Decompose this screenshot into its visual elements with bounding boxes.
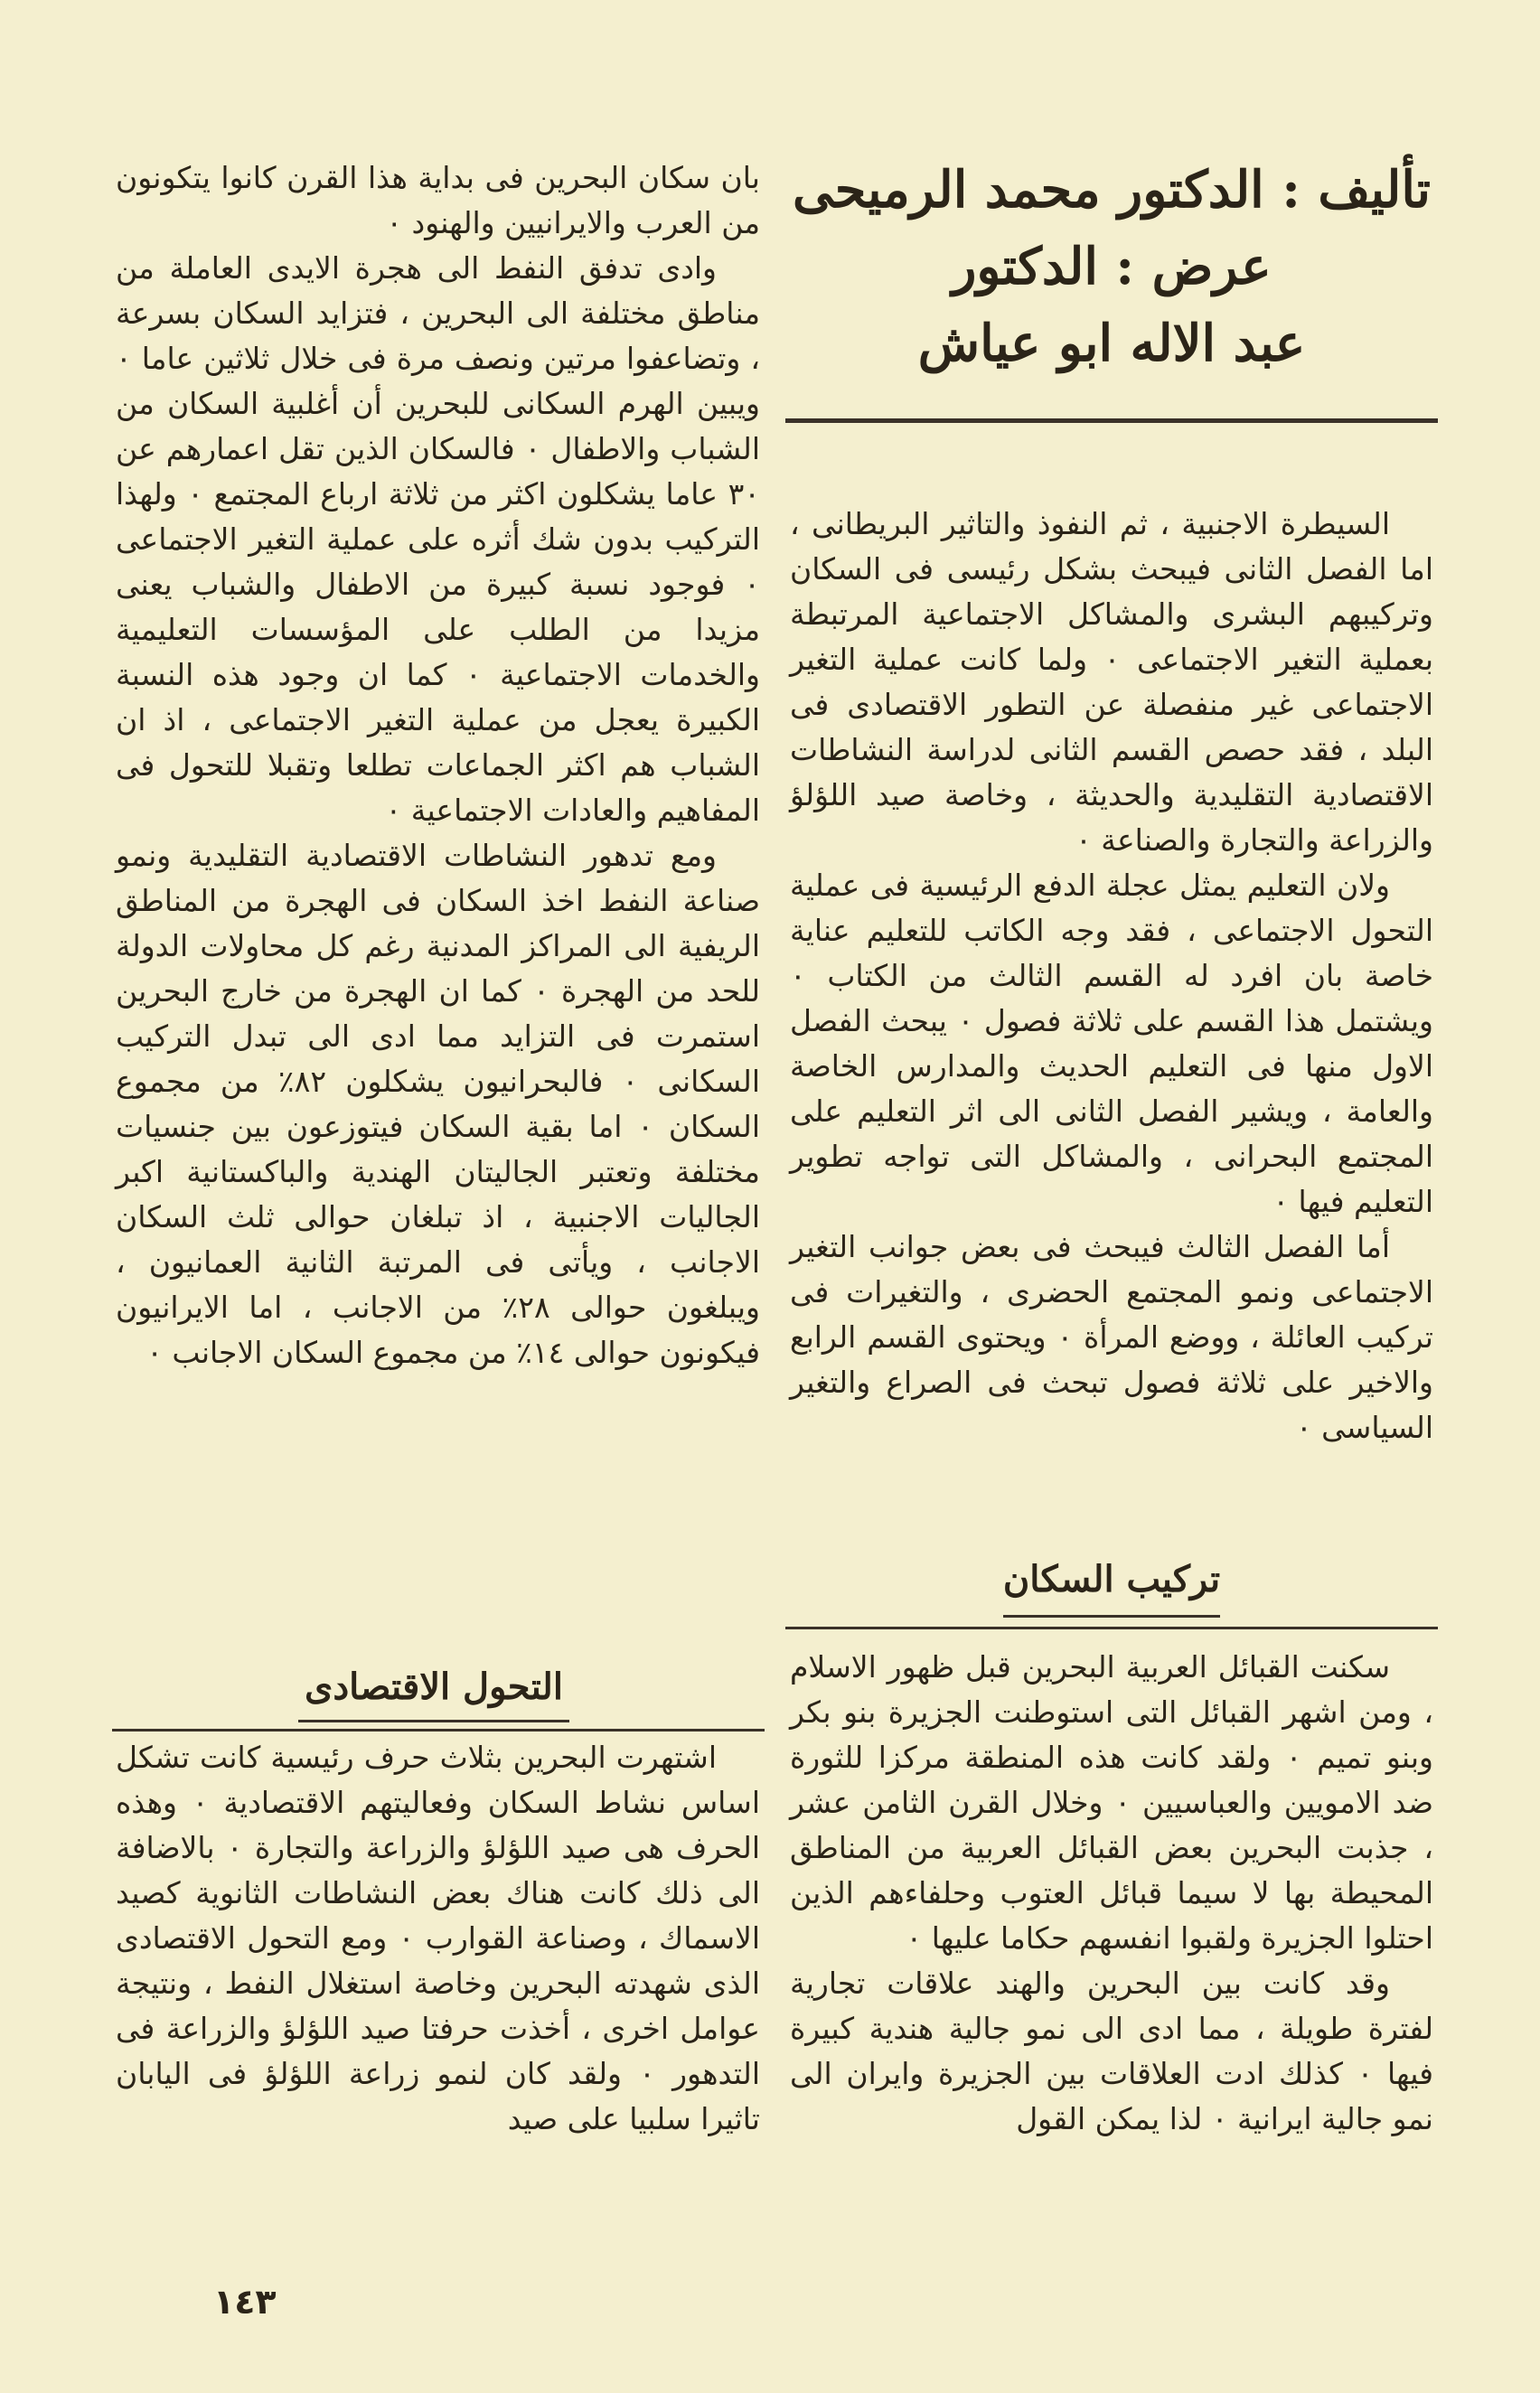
page-number: ١٤٣ — [213, 2282, 277, 2322]
paragraph: سكنت القبائل العربية البحرين قبل ظهور الاسلام ، ومن اشهر القبائل التى استوطنت الجزيرة بنو بكر وبنو تميم ٠ ولقد كانت هذه المنطقة مركزا للثورة ضد الامويين والعباسيين ٠ وخلال القرن الثامن عشر ، جذبت البحرين بعض القبائل العربية من المناطق المحيطة بها لا سيما قبائل العتوب وحلفاءهم الذين احتلوا الجزيرة ولقبوا انفسهم حكاما عليها ٠ — [790, 1649, 1433, 1956]
paragraph: السيطرة الاجنبية ، ثم النفوذ والتاثير البريطانى ، اما الفصل الثانى فيبحث بشكل رئيسى فى السكان وتركيبهم البشرى والمشاكل الاجتماعية المرتبطة بعملية التغير الاجتماعى ٠ ولما كانت عملية التغير الاجتماعى غير منفصلة عن التطور الاقتصادى فى البلد ، فقد حصص القسم الثانى لدراسة النشاطات الاقتصادية التقليدية والحديثة ، وخاصة صيد اللؤلؤ والزراعة والتجارة والصناعة ٠ — [790, 506, 1434, 858]
author-line: تأليف : الدكتور محمد الرميحى — [793, 160, 1431, 220]
right-column-population — [790, 1645, 1433, 2142]
paragraph: بان سكان البحرين فى بداية هذا القرن كانوا يتكونون من العرب والايرانيين والهنود ٠ — [116, 160, 760, 240]
left-column — [116, 155, 760, 1375]
paragraph: ولان التعليم يمثل عجلة الدفع الرئيسية فى عملية التحول الاجتماعى ، فقد وجه الكاتب للتعليم عناية خاصة بان افرد له القسم الثالث من الكتاب ٠ ويشتمل هذا القسم على ثلاثة فصول ٠ يبحث الفصل الاول منها فى التعليم الحديث والمدارس الخاصة والعامة ، ويشير الفصل الثانى الى اثر التعليم على المجتمع البحرانى ، والمشاكل التى تواجه تطوير التعليم فيها ٠ — [790, 868, 1433, 1219]
paragraph: وادى تدفق النفط الى هجرة الايدى العاملة من مناطق مختلفة الى البحرين ، فتزايد السكان بسرعة ، وتضاعفوا مرتين ونصف مرة فى خلال ثلاثين عاما ٠ ويبين الهرم السكانى للبحرين أن أغلبية السكان من الشباب والاطفال ٠ فالسكان الذين تقل اعمارهم عن ٣٠ عاما يشكلون اكثر من ثلاثة ارباع المجتمع ٠ ولهذا التركيب بدون شك أثره على عملية التغير الاجتماعى ٠ فوجود نسبة كبيرة من الاطفال والشباب يعنى مزيدا من الطلب على المؤسسات التعليمية والخدمات الاجتماعية ٠ كما ان وجود هذه النسبة الكبيرة يعجل من عملية التغير الاجتماعى ، اذ ان الشباب هم اكثر الجماعات تطلعا وتقبلا للتحول فى المفاهيم والعادات الاجتماعية ٠ — [116, 250, 761, 828]
section-title-population: تركيب السكان — [1002, 1558, 1221, 1600]
reviewer-line: عرض : الدكتور — [952, 237, 1272, 296]
paragraph: اشتهرت البحرين بثلاث حرف رئيسية كانت تشكل اساس نشاط السكان وفعاليتهم الاقتصادية ٠ وهذه الحرف هى صيد اللؤلؤ والزراعة والتجارة ٠ بالاضافة الى ذلك كانت هناك بعض النشاطات الثانوية كصيد الاسماك ، وصناعة القوارب ٠ ومع التحول الاقتصادى الذى شهدته البحرين وخاصة استغلال النفط ، ونتيجة عوامل اخرى ، أخذت حرفتا صيد اللؤلؤ والزراعة فى التدهور ٠ ولقد كان لنمو زراعة اللؤلؤ فى اليابان تاثيرا سلبيا على صيد — [116, 1740, 760, 2136]
right-column-intro — [790, 502, 1433, 1450]
paragraph: أما الفصل الثالث فيبحث فى بعض جوانب التغير الاجتماعى ونمو المجتمع الحضرى ، والتغيرات فى تركيب العائلة ، ووضع المرأة ٠ ويحتوى القسم الرابع والاخير على ثلاثة فصول تبحث فى الصراع والتغير السياسى ٠ — [790, 1229, 1433, 1445]
section-title-underline — [298, 1720, 569, 1722]
section-divider — [785, 1627, 1438, 1629]
section-divider — [112, 1729, 765, 1731]
reviewer-name: عبد الاله ابو عياش — [917, 314, 1306, 373]
paragraph: ومع تدهور النشاطات الاقتصادية التقليدية ونمو صناعة النفط اخذ السكان فى الهجرة من المناطق الريفية الى المراكز المدنية رغم كل محاولات الدولة للحد من الهجرة ٠ كما ان الهجرة من خارج البحرين استمرت فى التزايد مما ادى الى تبدل التركيب السكانى ٠ فالبحرانيون يشكلون ٨٢٪ من مجموع السكان ٠ اما بقية السكان فيتوزعون بين جنسيات مختلفة وتعتبر الجاليتان الهندية والباكستانية اكبر الجاليات الاجنبية ، اذ تبلغان حوالى ثلث السكان الاجانب ، ويأتى فى المرتبة الثانية العمانيون ، ويبلغون حوالى ٢٨٪ من الاجانب ، اما الايرانيون فيكونون حوالى ١٤٪ من مجموع السكان الاجانب ٠ — [116, 838, 761, 1370]
section-title-economic: التحول الاقتصادى — [305, 1666, 563, 1708]
left-column-economic — [116, 1735, 760, 2142]
heading-divider — [785, 418, 1438, 423]
paragraph: وقد كانت بين البحرين والهند علاقات تجارية لفترة طويلة ، مما ادى الى نمو جالية هندية كبيرة فيها ٠ كذلك ادت العلاقات بين الجزيرة وايران الى نمو جالية ايرانية ٠ لذا يمكن القول — [790, 1966, 1433, 2136]
section-title-underline — [1003, 1615, 1220, 1618]
article-heading — [790, 152, 1433, 382]
